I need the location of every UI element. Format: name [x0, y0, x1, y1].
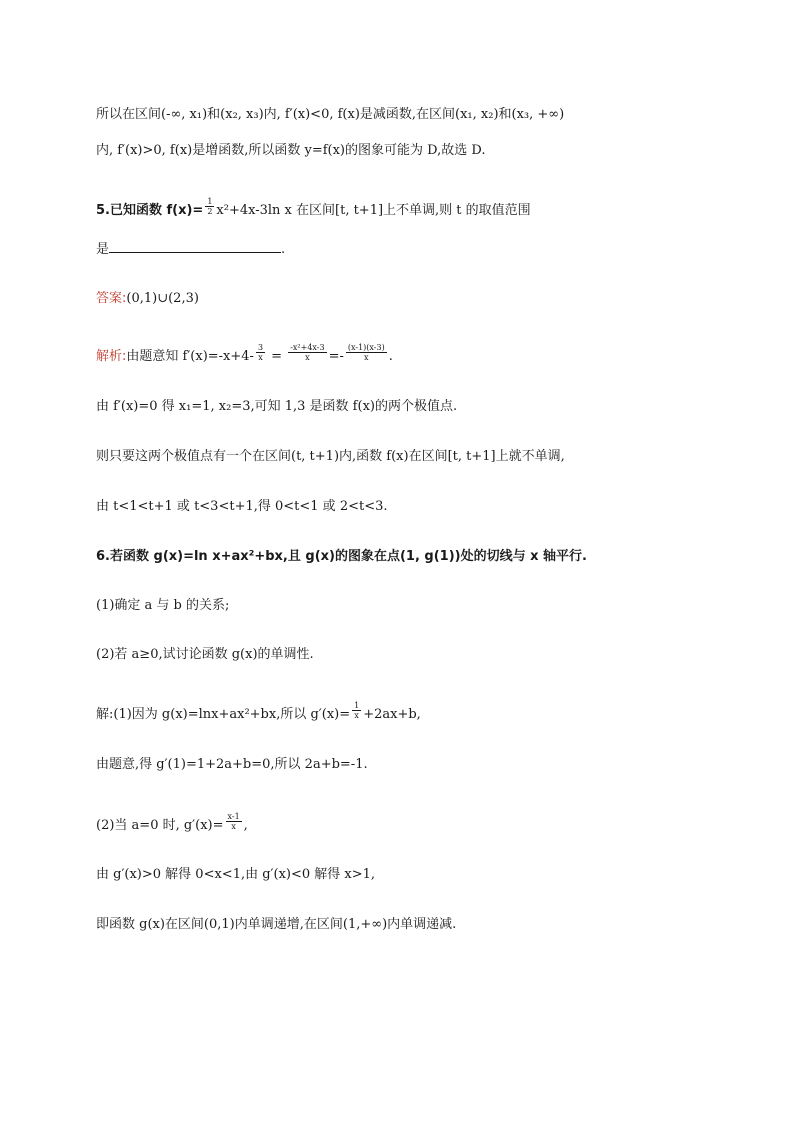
text-line-2: 内, f′(x)>0, f(x)是增函数,所以函数 y=f(x)的图象可能为 D,故选 D.	[96, 143, 486, 158]
text-line-9: 由 t<1<t+1 或 t<3<t+1,得 0<t<1 或 2<t<3.	[96, 499, 388, 514]
analysis-label: 解析:	[96, 349, 127, 364]
fraction-1-over-x: $\frac{1}{x}$	[354, 701, 360, 720]
fraction-quadratic-over-x: $\frac{\text{-x²+4x-3}}{x}$	[290, 343, 325, 362]
question-5	[96, 197, 531, 220]
answer-blank	[109, 238, 281, 253]
solution-line-1: 解:(1)因为 g(x)=lnx+ax²+bx,所以 g′(x)= $\frac{1}{x}$ +2ax+b,	[96, 701, 421, 722]
answer-value: (0,1)∪(2,3)	[126, 291, 199, 306]
answer-label: 答案:	[96, 291, 127, 306]
text-line-7: 由 f′(x)=0 得 x₁=1, x₂=3,可知 1,3 是函数 f(x)的两个极值点.	[96, 399, 458, 414]
question-6-part-2: (2)若 a≥0,试讨论函数 g(x)的单调性.	[96, 647, 314, 662]
solution-line-4: 由 g′(x)>0 解得 0<x<1,由 g′(x)<0 解得 x>1,	[96, 867, 376, 882]
fraction-3-over-x: $\frac{3}{x}$	[257, 343, 264, 362]
fraction-x-minus-1-over-x: $\frac{x-1}{x}$	[227, 812, 240, 831]
solution-line-2: 由题意,得 g′(1)=1+2a+b=0,所以 2a+b=-1.	[96, 757, 368, 772]
fraction-factored-over-x: $\frac{(x-1)(x-3)}{x}$	[347, 343, 385, 362]
answer-line	[96, 290, 199, 308]
question-5-text-b: x²+4x-3ln x 在区间[t, t+1]上不单调,则 t 的取值范围	[216, 203, 531, 218]
question-6-part-1: (1)确定 a 与 b 的关系;	[96, 598, 230, 613]
text-line-1: 所以在区间(-∞, x₁)和(x₂, x₃)内, f′(x)<0, f(x)是减函数,在区间(x₁, x₂)和(x₃, +∞)	[96, 107, 565, 122]
solution-line-3: (2)当 a=0 时, g′(x)= $\frac{x-1}{x}$ ,	[96, 812, 248, 833]
solution-line-5: 即函数 g(x)在区间(0,1)内单调递增,在区间(1,+∞)内单调递减.	[96, 917, 457, 932]
question-5-blank-line: 是 .	[96, 238, 285, 259]
question-6: 6.若函数 g(x)=ln x+ax²+bx,且 g(x)的图象在点(1, g(1))处的切线与 x 轴平行.	[96, 549, 587, 564]
analysis-line: 解析:由题意知 f′(x)=-x+4- $\frac{3}{x}$ = $\frac{\text{-x²+4x-3}}{x}$ =- $\frac{(x-1)(x-3)}{x}$ .	[96, 343, 393, 364]
fraction-one-half: $\frac{1}{2}$	[207, 197, 213, 216]
question-5-text-a: 5.已知函数 f(x)=	[96, 203, 204, 218]
text-line-8: 则只要这两个极值点有一个在区间(t, t+1)内,函数 f(x)在区间[t, t+1]上就不单调,	[96, 449, 565, 464]
